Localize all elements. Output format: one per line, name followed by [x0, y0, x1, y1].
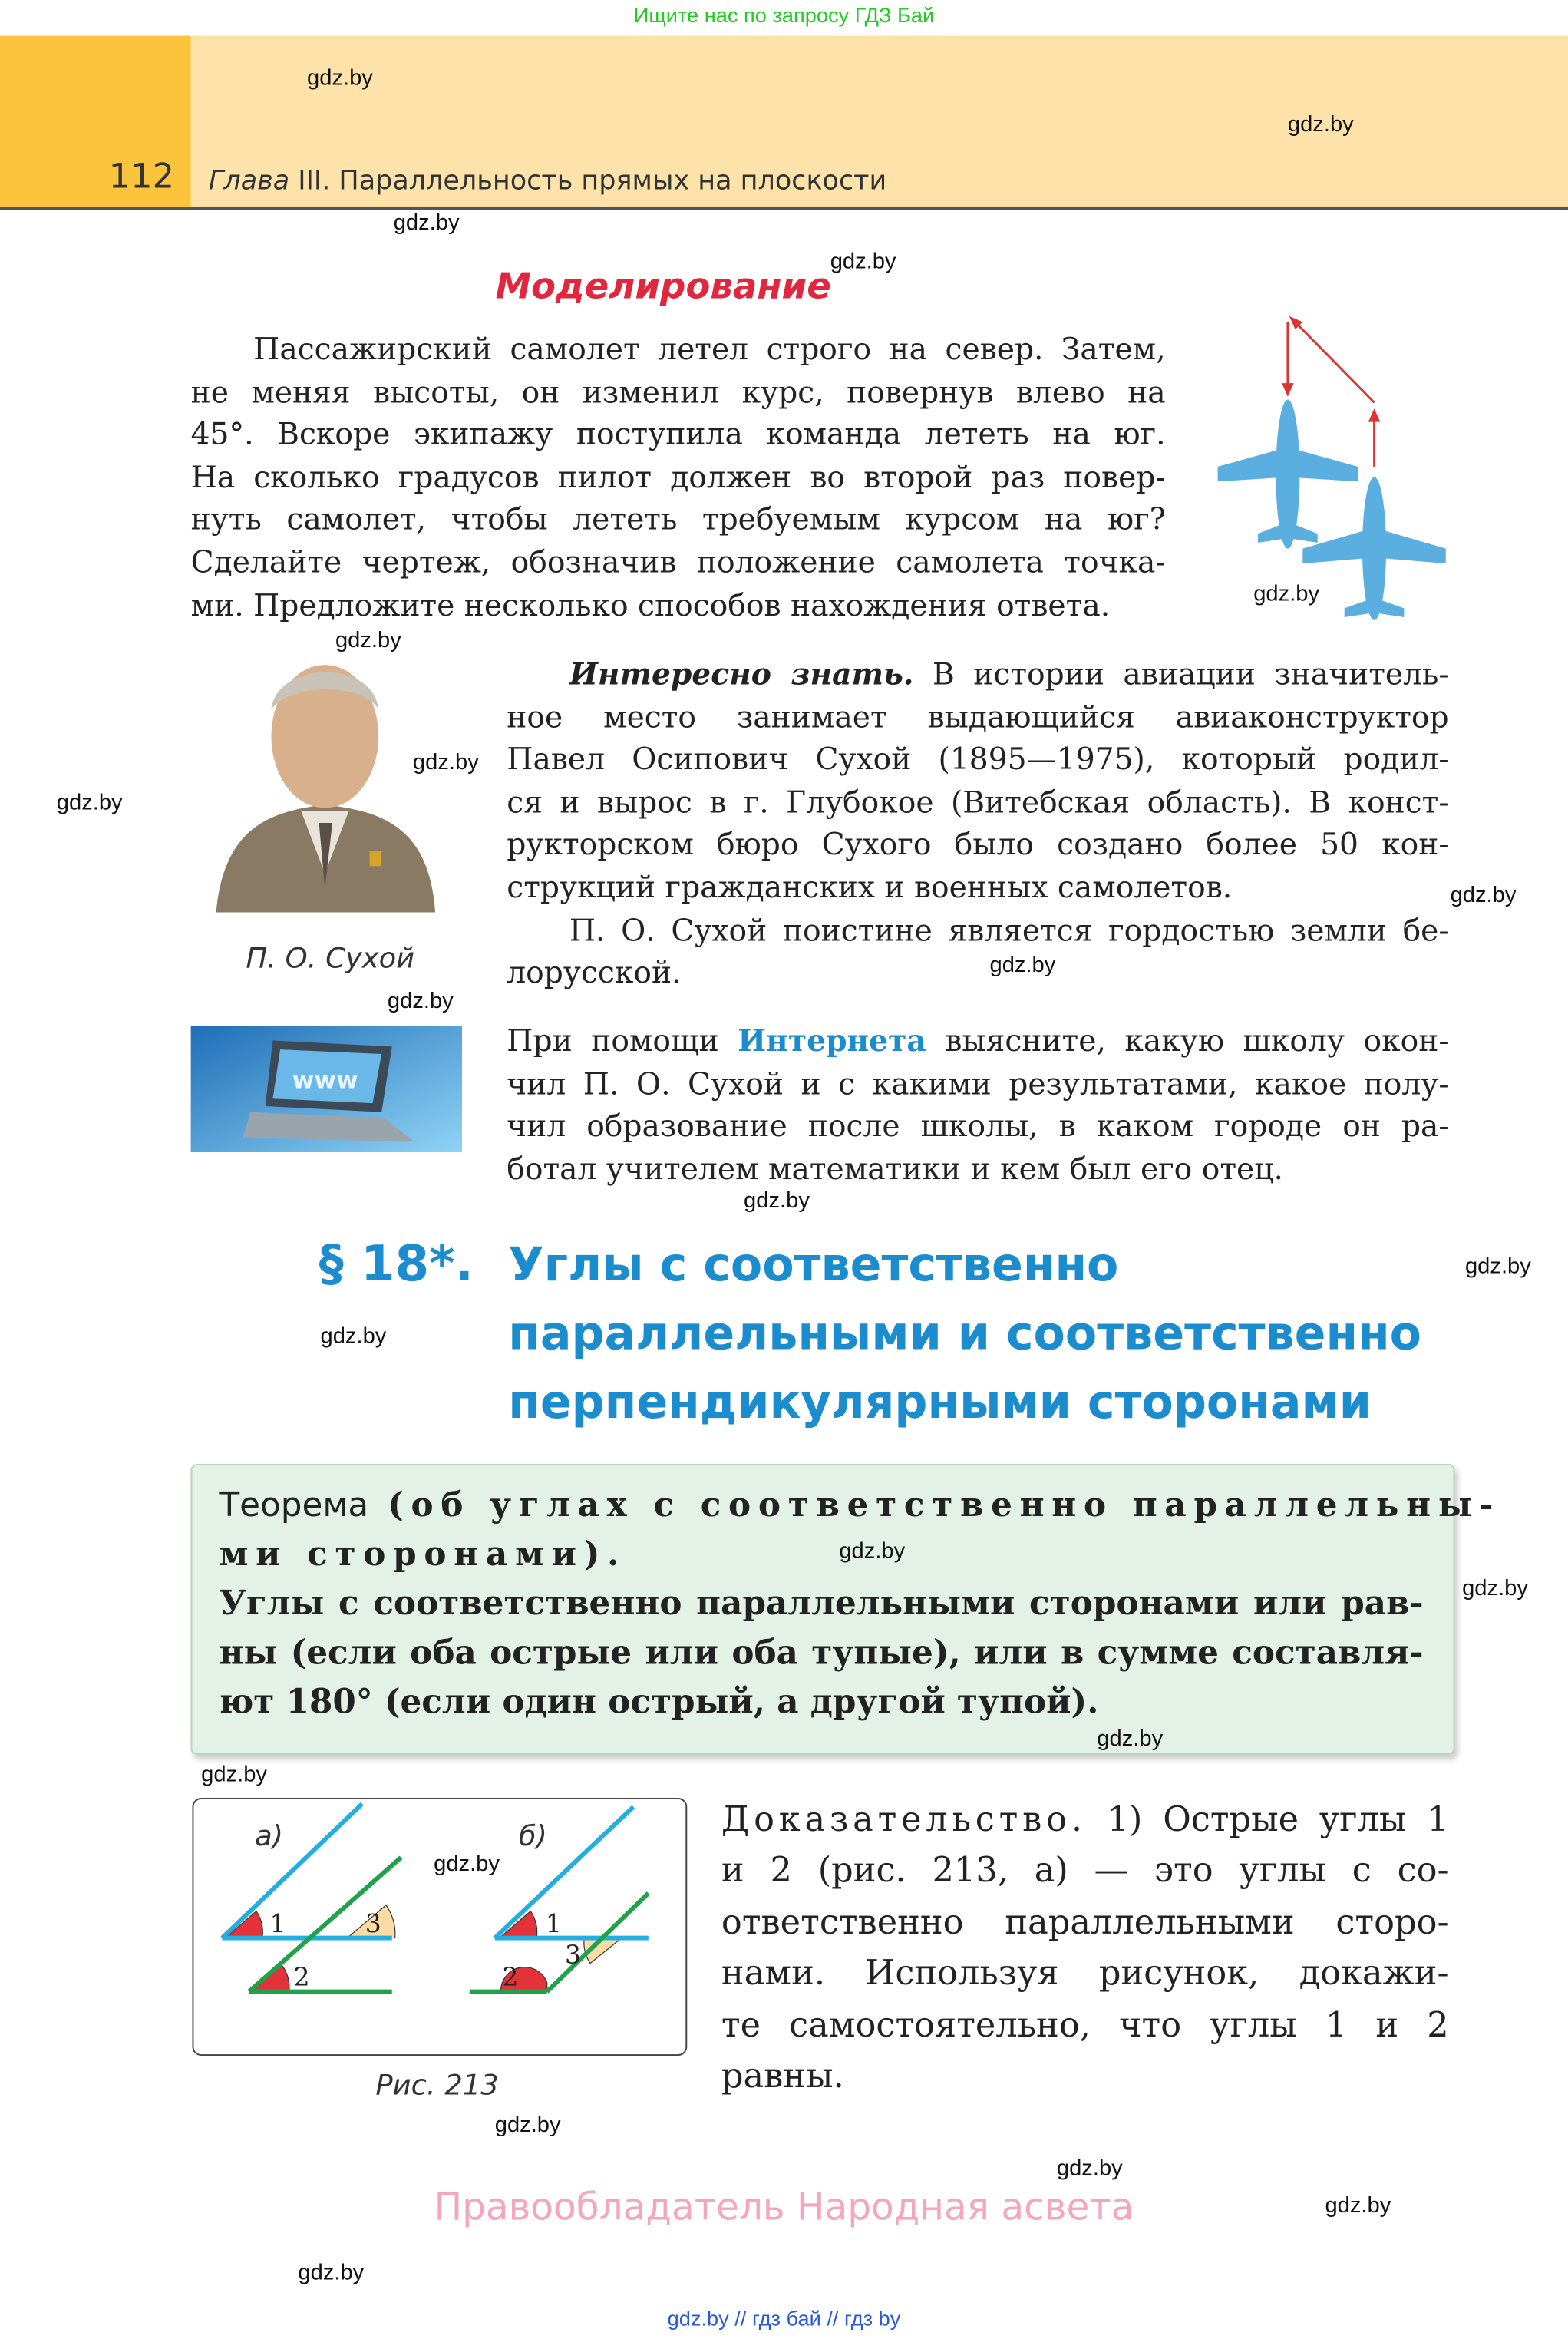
theorem-name: (об углах с соответственно параллельны- [368, 1486, 1501, 1525]
top-note[interactable]: Ищите нас по запросу ГДЗ Бай [633, 2, 935, 27]
line-text: те самостоятельно, что углы 1 и 2 [721, 2006, 1449, 2045]
text-line [507, 824, 1448, 867]
modeling-heading: Моделирование [495, 265, 831, 308]
watermark: gdz.by [434, 1851, 500, 1877]
line-text: нуть самолет, чтобы лететь требуемым курсом на юг? [190, 501, 1166, 537]
line-text: выясните, какую школу окон- [926, 1022, 1449, 1059]
line-text: лорусской. [507, 954, 682, 990]
angle-label: 2 [293, 1961, 310, 1992]
diagram-a [222, 1804, 401, 1992]
angle-label: 2 [502, 1961, 519, 1992]
line-text: П. О. Сухой поистине является гордостью земли бе- [569, 911, 1449, 948]
watermark: gdz.by [1464, 1254, 1531, 1280]
section-title [508, 1231, 1421, 1437]
chapter-title [209, 166, 886, 197]
angle-label: 1 [269, 1908, 286, 1938]
angle-label: 3 [565, 1939, 582, 1970]
line-text: не меняя высоты, он изменил курс, повернув влево на [190, 373, 1166, 410]
interesting-lead: Интересно знать. [569, 656, 914, 692]
svg-text:www: www [292, 1066, 358, 1095]
watermark: gdz.by [1253, 581, 1320, 607]
chapter-word: Глава [208, 165, 290, 197]
line-text: нами. Используя рисунок, докажи- [721, 1954, 1449, 1994]
watermark: gdz.by [839, 1538, 906, 1564]
watermark: gdz.by [320, 1323, 387, 1350]
chapter-name: III. Параллельность прямых на плоскости [298, 165, 887, 197]
text-line [191, 498, 1166, 541]
text-line [507, 866, 1448, 909]
line-text: 1) Острые углы 1 [1086, 1800, 1449, 1840]
text-line [507, 951, 1448, 994]
text-line [721, 2051, 1449, 2103]
line-text: и 2 (рис. 213, а) — это углы с со- [721, 1852, 1449, 1891]
diagram-b [470, 1807, 649, 1992]
watermark: gdz.by [744, 1188, 810, 1214]
line-text: равны. [721, 2057, 844, 2096]
watermark: gdz.by [830, 249, 896, 275]
airplanes-illustration [1210, 310, 1456, 631]
line-text: ми. Предложите несколько способов нахождения ответа. [190, 586, 1111, 623]
watermark: gdz.by [1097, 1726, 1164, 1752]
text-line [191, 371, 1166, 414]
line-text: На сколько градусов пилот должен во второй раз повер- [190, 458, 1166, 495]
text-line [507, 653, 1448, 696]
theorem-statement-line: ют 180° (если один острый, а другой тупой). [219, 1683, 1099, 1723]
line-text: В истории авиации значитель- [913, 656, 1449, 692]
text-line [507, 695, 1448, 738]
watermark: gdz.by [56, 790, 123, 816]
copyright-owner: Правообладатель Народная асвета [434, 2185, 1134, 2229]
line-text: ботал учителем математики и кем был его отец. [507, 1150, 1283, 1187]
text-line [721, 1898, 1449, 1949]
watermark: gdz.by [1462, 1575, 1528, 1601]
watermark: gdz.by [335, 627, 401, 653]
watermark: gdz.by [1450, 882, 1517, 908]
line-text: чил П. О. Сухой и с какими результатами, какое полу- [507, 1065, 1449, 1102]
watermark: gdz.by [494, 2112, 561, 2138]
line-text: Пассажирский самолет летел строго на север. Затем, [253, 331, 1166, 367]
line-text: ся и вырос в г. Глубокое (Витебская область). В конст- [507, 784, 1449, 820]
internet-laptop-image [191, 1026, 462, 1152]
watermark: gdz.by [387, 988, 454, 1014]
section-title-line: Углы с соответственно [508, 1238, 1119, 1293]
watermark: gdz.by [1056, 2156, 1123, 2182]
bottom-links[interactable]: gdz.by // гдз бай // гдз by [667, 2306, 901, 2331]
text-line [507, 738, 1448, 781]
line-text: рукторском бюро Сухого было создано более 50 кон- [507, 826, 1449, 863]
text-line [191, 456, 1166, 499]
line-text: ответственно параллельными сторо- [721, 1903, 1449, 1943]
text-line [721, 1795, 1449, 1846]
watermark: gdz.by [393, 210, 460, 236]
proof-paragraph [721, 1795, 1449, 2103]
text-line [507, 1019, 1448, 1062]
line-text: Сделайте чертеж, обозначив положение самолета точка- [190, 543, 1166, 580]
line-text: 45°. Вскоре экипажу поступила команда лететь на юг. [190, 416, 1166, 452]
section-title-line: параллельными и соответственно [508, 1307, 1422, 1362]
lead-text: При помощи [507, 1022, 738, 1059]
angle-label: 3 [365, 1908, 381, 1938]
line-text: ное место занимает выдающийся авиаконструктор [507, 699, 1449, 735]
internet-task-paragraph [507, 1019, 1448, 1190]
text-line [191, 541, 1166, 584]
figure-label-a: а) [255, 1819, 284, 1853]
line-text: струкций гражданских и военных самолетов. [507, 869, 1233, 905]
text-line [507, 909, 1448, 952]
watermark: gdz.by [298, 2260, 365, 2286]
airplane-icon [1302, 477, 1445, 619]
text-line [507, 781, 1448, 824]
angle-label: 1 [545, 1908, 562, 1938]
page-number: 112 [108, 157, 175, 197]
theorem-statement-line: ны (если оба острые или оба тупые), или в сумме составля- [219, 1634, 1424, 1673]
theorem-statement-line: Углы с соответственно параллельными сторонами или рав- [219, 1584, 1424, 1624]
figure-caption: Рис. 213 [375, 2069, 499, 2103]
theorem-word: Теорема [219, 1486, 369, 1525]
text-line [721, 2000, 1449, 2051]
airplane-icon [1218, 399, 1358, 548]
interesting-fact-paragraph [507, 653, 1448, 994]
text-line [507, 1105, 1448, 1148]
watermark: gdz.by [412, 749, 479, 775]
figure-label-b: б) [518, 1819, 547, 1853]
watermark: gdz.by [989, 952, 1056, 978]
watermark: gdz.by [307, 65, 373, 91]
watermark: gdz.by [1287, 111, 1354, 137]
figure-213-diagram [193, 1798, 688, 2054]
portrait-caption: П. О. Сухой [246, 942, 415, 976]
section-title-line: перпендикулярными сторонами [508, 1376, 1372, 1430]
proof-word: Доказательство. [721, 1800, 1087, 1840]
modeling-paragraph [191, 328, 1166, 626]
text-line [721, 1846, 1449, 1898]
theorem-name: ми сторонами). [219, 1535, 627, 1574]
text-line [507, 1062, 1448, 1105]
watermark: gdz.by [1325, 2192, 1391, 2218]
text-line [191, 583, 1166, 626]
text-line [721, 1949, 1449, 2000]
text-line [191, 328, 1166, 371]
portrait-photo [209, 650, 440, 913]
text-line [507, 1148, 1448, 1191]
watermark: gdz.by [201, 1762, 268, 1788]
section-number: § 18*. [319, 1234, 474, 1293]
internet-keyword: Интернета [738, 1022, 926, 1059]
line-text: Павел Осипович Сухой (1895—1975), который родил- [507, 741, 1449, 778]
text-line [191, 413, 1166, 456]
line-text: чил образование после школы, в каком городе он ра- [507, 1108, 1449, 1144]
